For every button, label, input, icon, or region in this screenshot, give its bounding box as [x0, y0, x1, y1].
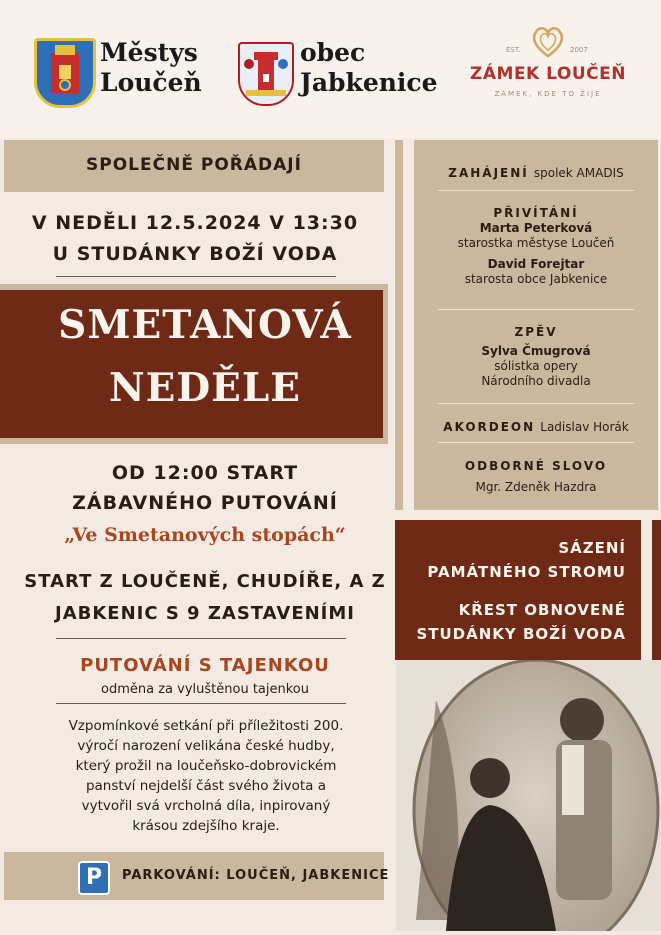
program-welcome [414, 206, 658, 287]
welcome-role: starosta obce Jabkenice [464, 272, 608, 286]
route-line2: JABKENIC S 9 ZASTAVENÍMI [55, 603, 355, 624]
jabkenice-coat-of-arms-icon [238, 42, 294, 106]
start-description: ZÁBAVNÉHO PUTOVÁNÍ [72, 492, 338, 514]
ceremony-side-bar [652, 520, 661, 660]
divider [56, 703, 346, 704]
event-location: U STUDÁNKY BOŽÍ VODA [52, 243, 338, 265]
program-singing [414, 325, 658, 389]
divider [438, 442, 634, 443]
event-title-line2: NEDĚLE [108, 365, 302, 411]
program-side-bar [395, 140, 403, 510]
talk-label: ODBORNÉ SLOVO [464, 459, 608, 473]
tree-planting [400, 536, 626, 584]
accordion-value: Ladislav Horák [540, 420, 629, 434]
description [8, 716, 404, 836]
well-line2: STUDÁNKY BOŽÍ VODA [416, 625, 626, 643]
quiz-title: PUTOVÁNÍ S TAJENKOU [80, 655, 330, 676]
description-line: který prožil na loučeňsko-dobrovickém [75, 758, 337, 774]
tree-line2: PAMÁTNÉHO STROMU [427, 563, 626, 581]
divider [56, 638, 346, 639]
zamek-heart-logo-icon [530, 26, 566, 58]
singing-name: Sylva Čmugrová [481, 344, 591, 358]
zamek-year: 2007 [570, 46, 588, 54]
town1-name [100, 38, 202, 98]
zamek-slogan: ZÁMEK, KDE TO ŽIJE [494, 90, 602, 98]
walk-name: „Ve Smetanových stopách“ [64, 524, 346, 546]
welcome-label: PŘIVÍTÁNÍ [493, 206, 579, 220]
zamek-name: ZÁMEK LOUČEŇ [470, 64, 626, 84]
divider [438, 403, 634, 404]
description-line: panství nejdelší část svého života a [85, 778, 327, 794]
parking-icon: P [78, 861, 110, 895]
zamek-logo [470, 26, 626, 98]
welcome-name: David Forejtar [487, 257, 585, 271]
historic-couple-photo [396, 660, 661, 931]
description-line: vytvořil svá vrcholná díla, inpirovaný [81, 798, 331, 814]
program-opening [414, 162, 658, 181]
opening-label: ZAHÁJENÍ [448, 166, 529, 180]
description-line: výročí narození velikána české hudby, [77, 738, 335, 754]
description-line: Vzpomínkové setkání při příležitosti 200. [68, 718, 344, 734]
well-line1: KŘEST OBNOVENÉ [458, 601, 626, 619]
organizers-heading: SPOLEČNĚ POŘÁDAJÍ [86, 155, 302, 175]
accordion-label: AKORDEON [443, 420, 536, 434]
welcome-name: Marta Peterková [479, 221, 593, 235]
talk-value: Mgr. Zdeněk Hazdra [475, 480, 597, 494]
singing-label: ZPĚV [514, 325, 558, 339]
singing-role: Národního divadla [481, 374, 591, 388]
town2-line2: Jabkenice [300, 68, 438, 97]
town1-line1: Městys [100, 38, 198, 67]
town1-line2: Loučeň [100, 68, 202, 97]
description-line: krásou zdejšího kraje. [132, 818, 280, 834]
divider [56, 276, 336, 277]
route-line1: START Z LOUČENĚ, CHUDÍŘE, A Z [24, 571, 386, 592]
event-date: V NEDĚLI 12.5.2024 V 13:30 [31, 212, 359, 234]
well-christening [400, 598, 626, 646]
start-time: OD 12:00 START [111, 462, 299, 484]
event-title-line1: SMETANOVÁ [58, 302, 352, 348]
zamek-est: EST. [506, 46, 521, 54]
opening-value: spolek AMADIS [533, 166, 624, 180]
quiz-subtitle: odměna za vyluštěnou tajenkou [101, 682, 309, 697]
town2-name [300, 38, 438, 98]
loucen-coat-of-arms-icon [34, 38, 96, 108]
parking-info: PARKOVÁNÍ: LOUČEŇ, JABKENICE [122, 868, 390, 883]
divider [438, 190, 634, 191]
program-talk [414, 458, 658, 496]
town2-line1: obec [300, 38, 366, 67]
program-accordion [414, 416, 658, 435]
singing-role: sólistka opery [494, 359, 578, 373]
divider [438, 309, 634, 310]
welcome-role: starostka městyse Loučeň [457, 236, 615, 250]
tree-line1: SÁZENÍ [558, 539, 626, 557]
